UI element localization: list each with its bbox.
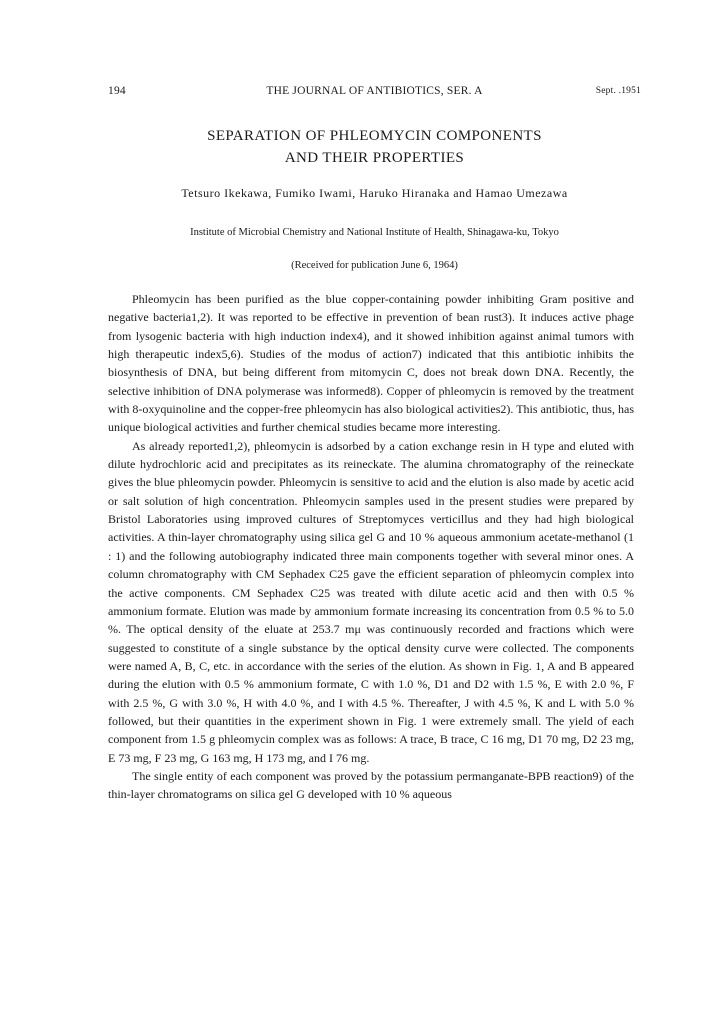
title-line-1: SEPARATION OF PHLEOMYCIN COMPONENTS [207,128,542,144]
paragraph-1: Phleomycin has been purified as the blue copper-containing powder inhibiting Gram positive and negative bacteria1,2). It was reported to be effective in prevention of bean rust3). It induces active phage from lysogenic bacteria with high induction index4), and it showed inhibition against animal tumors with high therapeutic index5,6). Studies of the modus of action7) indicated that this antibiotic inhibits the biosynthesis of DNA, but being different from mitomycin C, does not break down DNA. Recently, the selective inhibition of DNA polymerase was informed8). Copper of phleomycin is removed by the treatment with 8-oxyquinoline and the copper-free phleomycin has also biological activities2). This antibiotic, thus, has unique biological activities and further chemical studies became more interesting. [108,292,634,435]
paragraph-2: As already reported1,2), phleomycin is adsorbed by a cation exchange resin in H type and eluted with dilute hydrochloric acid and precipitates as its reineckate. The alumina chromatography of the reineckate gives the blue phleomycin powder. Phleomycin is sensitive to acid and the elution is also made by acetic acid or salt solution of high concentration. Phleomycin samples used in the present studies were prepared by Bristol Laboratories using improved cultures of Streptomyces verticillus and they had high biological activities. A thin-layer chromatography using silica gel G and 10 % aqueous ammonium acetate-methanol (1 : 1) and the following autobiography indicated three main components together with several minor ones. A column chromatography with CM Sephadex C25 gave the efficient separation of phleomycin complex into the active components. CM Sephadex C25 was treated with dilute acetic acid and then with 0.5 % ammonium formate. Elution was made by ammonium formate increasing its concentration from 0.5 % to 5.0 %. The optical density of the eluate at 253.7 mμ was continuously recorded and fractions which were suggested to constitute of a single substance by the optical density curve were collected. The components were named A, B, C, etc. in accordance with the series of the elution. As shown in Fig. 1, A and B appeared during the elution with 0.5 % ammonium formate, C with 1.0 %, D1 and D2 with 1.5 %, E with 2.0 %, F with 2.5 %, G with 3.0 %, H with 4.0 %, and I with 4.5 %. Thereafter, J with 4.5 %, K and L with 5.0 % followed, but their quantities in the experiment shown in Fig. 1 were extremely small. The yield of each component from 1.5 g phleomycin complex was as follows: A trace, B trace, C 16 mg, D1 70 mg, D2 23 mg, E 73 mg, F 23 mg, G 163 mg, H 173 mg, and I 76 mg. [108,438,634,765]
article-body [108,290,634,804]
issue-date: Sept. .1951 [595,86,641,96]
journal-name: THE JOURNAL OF ANTIBIOTICS, SER. A [266,85,483,97]
affiliation: Institute of Microbial Chemistry and National Institute of Health, Shinagawa-ku, Tokyo [190,227,559,238]
article-title [108,125,641,169]
page-number: 194 [108,85,126,97]
running-head [108,85,641,101]
paragraph-3: The single entity of each component was proved by the potassium permanganate-BPB reaction9) of the thin-layer chromatograms on silica gel G developed with 10 % aqueous [108,768,634,802]
received-date: (Received for publication June 6, 1964) [291,260,458,271]
title-line-2: AND THEIR PROPERTIES [284,150,465,166]
author-list: Tetsuro Ikekawa, Fumiko Iwami, Haruko Hiranaka and Hamao Umezawa [181,186,568,200]
